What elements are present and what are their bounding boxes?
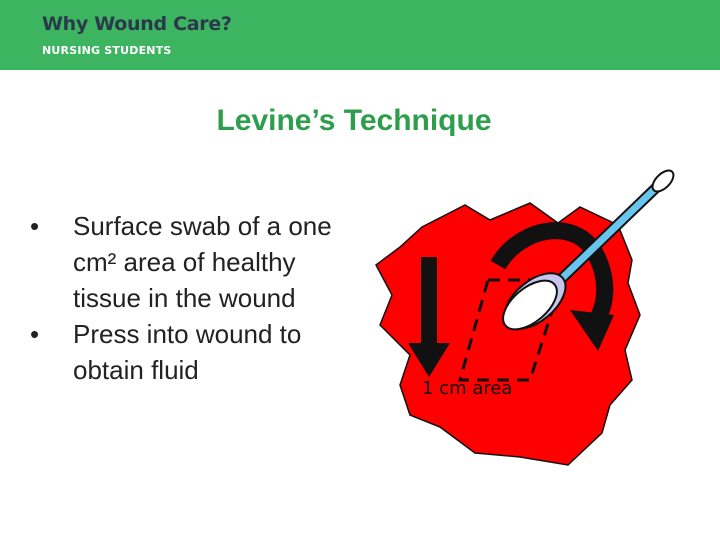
bullet-text: Press into wound to obtain fluid (73, 319, 302, 385)
bullet-text: Surface swab of a one cm² area of healthy tissue in the wound (73, 211, 332, 313)
bullet-list (30, 208, 360, 388)
bullet-item (30, 208, 360, 316)
slide-title: Levine’s Technique (216, 104, 492, 137)
brand-title: Why Wound Care? (42, 13, 232, 35)
bullet-item (30, 316, 360, 388)
header-banner (0, 0, 720, 70)
area-label: 1 cm area (422, 378, 513, 399)
brand-subtitle: NURSING STUDENTS (42, 44, 172, 57)
wound-illustration (370, 165, 680, 475)
